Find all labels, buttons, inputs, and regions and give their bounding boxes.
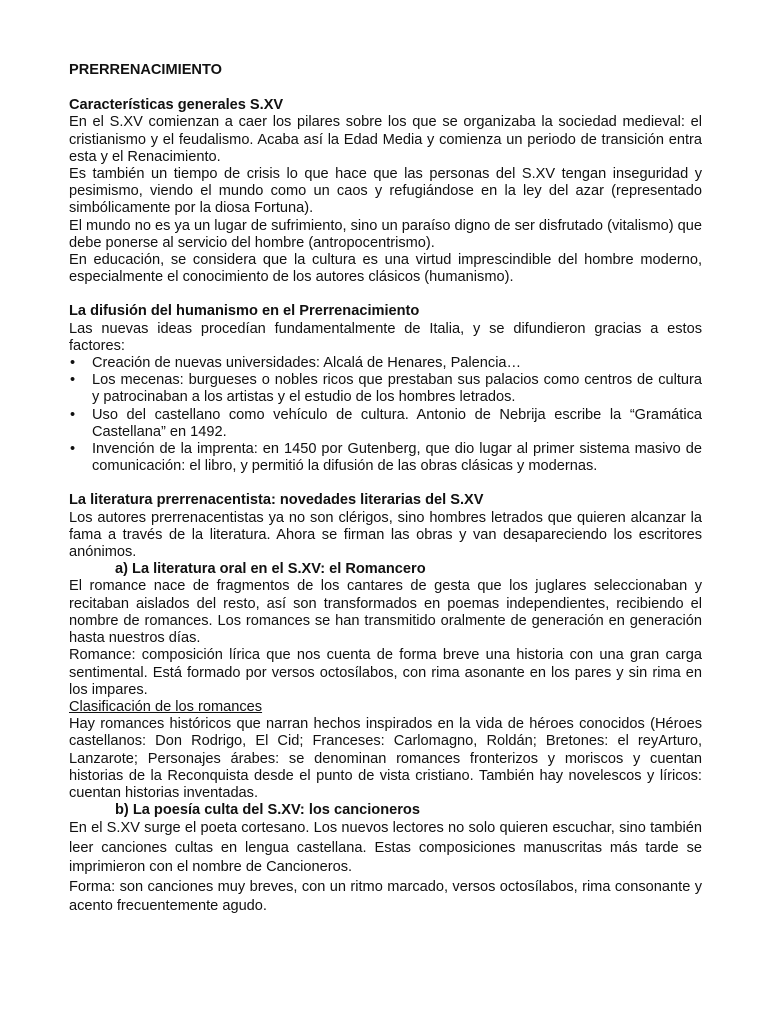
section-difusion-humanismo [69,303,702,475]
section-caracteristicas [69,97,702,286]
paragraph: En el S.XV surge el poeta cortesano. Los nuevos lectores no solo quieren escuchar, sino también leer canciones cultas en lengua castellana. Estas composiciones manuscritas más tarde se imprimieron con el nombre de Cancioneros. [69,820,702,876]
list-item: • Los mecenas: burgueses o nobles ricos que prestaban sus palacios como centros de cultura y patrocinaban a los artistas y el estudio de los hombres letrados. [69,372,702,406]
subsection-heading: a) La literatura oral en el S.XV: el Romancero [115,561,426,578]
list-item: • Uso del castellano como vehículo de cultura. Antonio de Nebrija escribe la “Gramática Castellana” en 1492. [69,407,702,441]
paragraph: Hay romances históricos que narran hechos inspirados en la vida de héroes conocidos (Héroes castellanos: Don Rodrigo, El Cid; Franceses: Carlomagno, Roldán; Bretones: el reyArturo, Lanzarote; Personajes árabes: se denominan romances fronterizos y moriscos y cuentan historias de la Reconquista desde el punto de vista cristiano. También hay novelescos y líricos: cuentan historias inventadas. [69,716,702,801]
section-heading: La difusión del humanismo en el Prerrenacimiento [69,303,420,320]
paragraph: Las nuevas ideas procedían fundamentalmente de Italia, y se difundieron gracias a estos factores: [69,320,702,354]
document-title: PRERRENACIMIENTO [69,62,222,78]
paragraph: Forma: son canciones muy breves, con un ritmo marcado, versos octosílabos, rima consonante y acento frecuentemente agudo. [69,878,702,915]
romancero-subsection [69,561,702,802]
paragraph: El romance nace de fragmentos de los cantares de gesta que los juglares seleccionaban y recitaban aislados del resto, así son transformados en poemas independientes, recibiendo el nombre de romances. Los romances se han transmitido oralmente de generación en generación hasta nuestros días. [69,578,702,647]
factors-list [69,355,702,475]
section-heading: Características generales S.XV [69,97,284,114]
section-heading: La literatura prerrenacentista: novedades literarias del S.XV [69,492,484,509]
paragraph: Los autores prerrenacentistas ya no son clérigos, sino hombres letrados que quieren alcanzar la fama a través de la literatura. Ahora se firman las obras y van desapareciendo los escritores anónimos. [69,509,702,561]
paragraph: En educación, se considera que la cultura es una virtud imprescindible del hombre moderno, especialmente el conocimiento de los autores clásicos (humanismo). [69,252,702,286]
cancioneros-subsection [69,802,702,917]
subsection-heading: b) La poesía culta del S.XV: los cancioneros [115,802,420,819]
list-item: • Invención de la imprenta: en 1450 por Gutenberg, que dio lugar al primer sistema masivo de comunicación: el libro, y permitió la difusión de las obras clásicas y modernas. [69,441,702,475]
section-literatura-prerrenacentista [69,492,702,916]
paragraph: En el S.XV comienzan a caer los pilares sobre los que se organizaba la sociedad medieval: el cristianismo y el feudalismo. Acaba así la Edad Media y comienza un periodo de transición entra esta y el Renacimiento. [69,114,702,165]
paragraph: Romance: composición lírica que nos cuenta de forma breve una historia con una gran carga sentimental. Está formado por versos octosílabos, con rima asonante en los pares y sin rima en los impares. [69,647,702,698]
document-page [69,62,702,934]
classification-heading: Clasificación de los romances [69,698,263,715]
paragraph: Es también un tiempo de crisis lo que hace que las personas del S.XV tengan inseguridad y pesimismo, viendo el mundo como un caos y refugiándose en la ley del azar (representado simbólicamente por la diosa Fortuna). [69,166,702,217]
list-item: • Creación de nuevas universidades: Alcalá de Henares, Palencia… [69,355,702,372]
paragraph: El mundo no es ya un lugar de sufrimiento, sino un paraíso digno de ser disfrutado (vitalismo) que debe ponerse al servicio del hombre (antropocentrismo). [69,217,702,251]
